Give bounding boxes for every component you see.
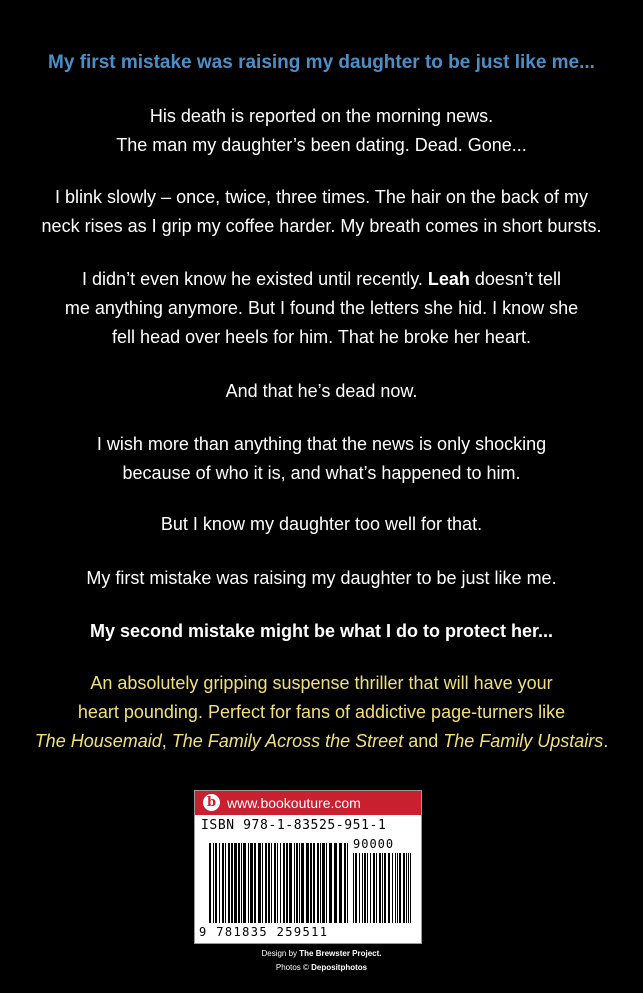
barcode-number: 9 781835 259511 (199, 925, 329, 939)
paragraph-4: And that he’s dead now. (225, 381, 418, 401)
paragraph-2 (40, 183, 603, 241)
paragraph-3-text-a: I didn’t even know he existed until recently. (82, 269, 428, 289)
publisher-bar (195, 791, 421, 815)
paragraph-6: But I know my daughter too well for that. (160, 514, 483, 534)
paragraph-3-line-1 (40, 265, 603, 294)
pitch (30, 669, 613, 756)
barcode-addon-number: 90000 (353, 837, 395, 851)
publisher-url: www.bookouture.com (227, 795, 361, 811)
pitch-separator-2: and (403, 731, 444, 751)
pitch-line-2: heart pounding. Perfect for fans of addictive page-turners like (77, 702, 566, 722)
paragraph-3 (40, 265, 603, 352)
barcode-icon (201, 839, 415, 927)
paragraph-5-line-2: because of who it is, and what’s happened to him. (122, 463, 521, 483)
isbn-text: ISBN 978-1-83525-951-1 (201, 818, 387, 833)
comp-title-3: The Family Upstairs (443, 731, 604, 751)
paragraph-1-line-2: The man my daughter’s been dating. Dead. Gone... (116, 135, 527, 155)
character-name: Leah (427, 269, 470, 289)
pitch-end: . (603, 731, 609, 751)
photo-credit-prefix: Photos © (275, 963, 312, 972)
photo-credit-name: Depositphotos (311, 963, 368, 972)
paragraph-2-line-1: I blink slowly – once, twice, three times. The hair on the back of my (55, 187, 588, 207)
design-credit-name: The Brewster Project. (299, 949, 382, 958)
paragraph-1 (40, 102, 603, 160)
paragraph-5-line-1: I wish more than anything that the news is only shocking (96, 434, 547, 454)
paragraph-3-text-b: doesn’t tell (469, 269, 561, 289)
comp-title-1: The Housemaid (34, 731, 162, 751)
pitch-line-3 (30, 727, 613, 756)
publisher-logo-icon: b (203, 794, 220, 811)
paragraph-3-line-3: fell head over heels for him. That he broke her heart. (112, 327, 531, 347)
paragraph-7: My first mistake was raising my daughter to be just like me. (86, 568, 557, 588)
paragraph-5 (40, 430, 603, 488)
pitch-separator-1: , (161, 731, 172, 751)
paragraph-3-line-2: me anything anymore. But I found the letters she hid. I know she (64, 298, 579, 318)
paragraph-1-line-1: His death is reported on the morning news. (149, 106, 494, 126)
tagline: My first mistake was raising my daughter to be just like me... (48, 52, 595, 73)
design-credit-prefix: Design by (261, 949, 300, 958)
comp-title-2: The Family Across the Street (171, 731, 404, 751)
paragraph-8: My second mistake might be what I do to protect her... (89, 621, 554, 641)
design-credit (0, 949, 643, 958)
pitch-line-1: An absolutely gripping suspense thriller that will have your (90, 673, 553, 693)
photo-credit (0, 963, 643, 972)
barcode-box (194, 790, 422, 944)
paragraph-2-line-2: neck rises as I grip my coffee harder. My breath comes in short bursts. (41, 216, 602, 236)
